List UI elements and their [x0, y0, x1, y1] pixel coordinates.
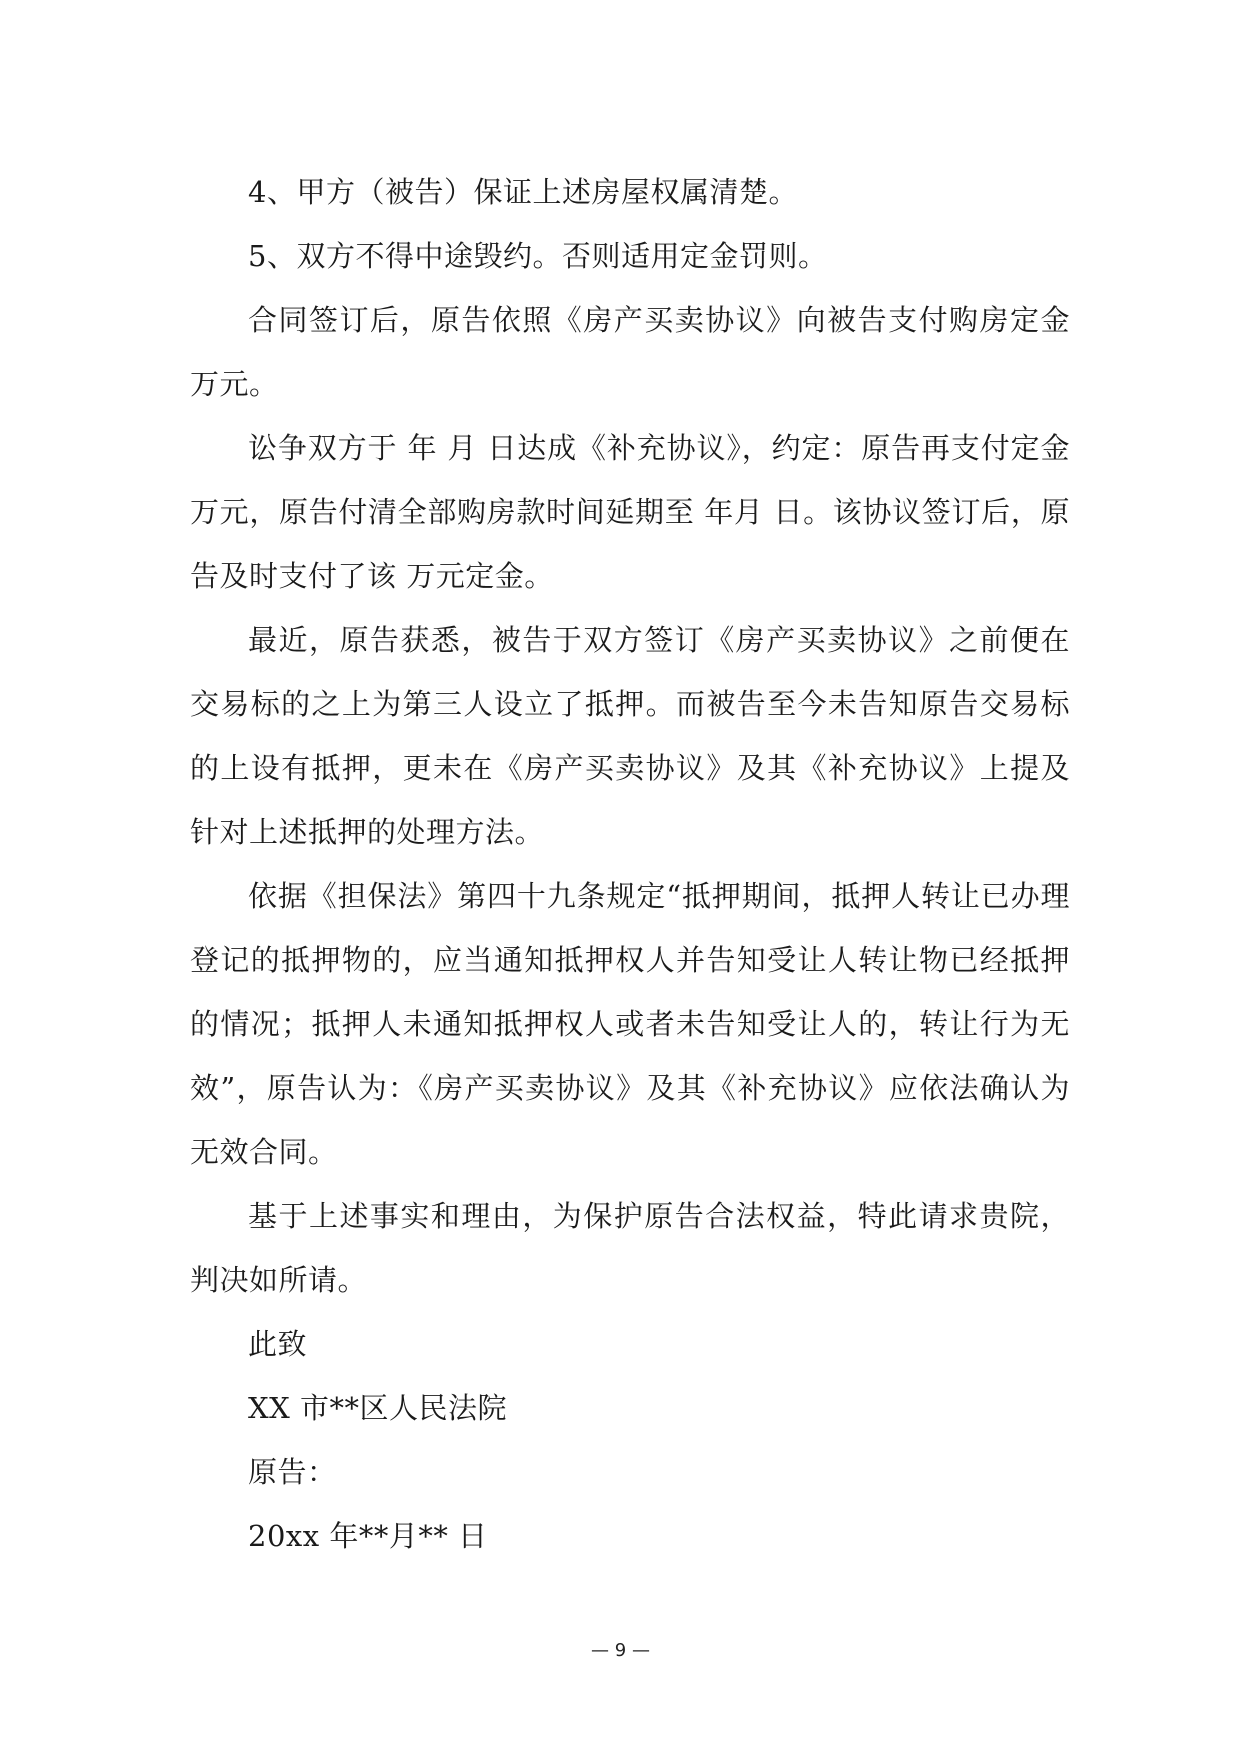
closing-salutation: 此致: [248, 1327, 308, 1361]
closing-court: XX 市**区人民法院: [248, 1391, 508, 1425]
closing-date: 20xx 年**月** 日: [248, 1519, 488, 1553]
document-body: [190, 160, 1070, 1568]
page-number: — 9 —: [591, 1640, 650, 1661]
closing-plaintiff: 原告：: [248, 1455, 337, 1489]
paragraph-deposit-payment: 合同签订后，原告依照《房产买卖协议》向被告支付购房定金 万元。: [190, 303, 1070, 401]
paragraph-supplementary-agreement: 讼争双方于 年 月 日达成《补充协议》，约定：原告再支付定金 万元，原告付清全部购房款时间延期至 年月 日。该协议签订后，原告及时支付了该 万元定金。: [190, 431, 1070, 593]
paragraph-legal-basis: 依据《担保法》第四十九条规定“抵押期间，抵押人转让已办理登记的抵押物的，应当通知抵押权人并告知受让人转让物已经抵押的情况；抵押人未通知抵押权人或者未告知受让人的，转让行为无效”，原告认为：《房产买卖协议》及其《补充协议》应依法确认为无效合同。: [190, 879, 1070, 1169]
paragraph-clause-4: 4、甲方（被告）保证上述房屋权属清楚。: [248, 175, 798, 209]
paragraph-clause-5: 5、双方不得中途毁约。否则适用定金罚则。: [248, 239, 828, 273]
paragraph-mortgage-discovery: 最近，原告获悉，被告于双方签订《房产买卖协议》之前便在交易标的之上为第三人设立了抵押。而被告至今未告知原告交易标的上设有抵押，更未在《房产买卖协议》及其《补充协议》上提及针对上述抵押的处理方法。: [190, 623, 1070, 849]
paragraph-request: 基于上述事实和理由，为保护原告合法权益，特此请求贵院，判决如所请。: [190, 1199, 1070, 1297]
